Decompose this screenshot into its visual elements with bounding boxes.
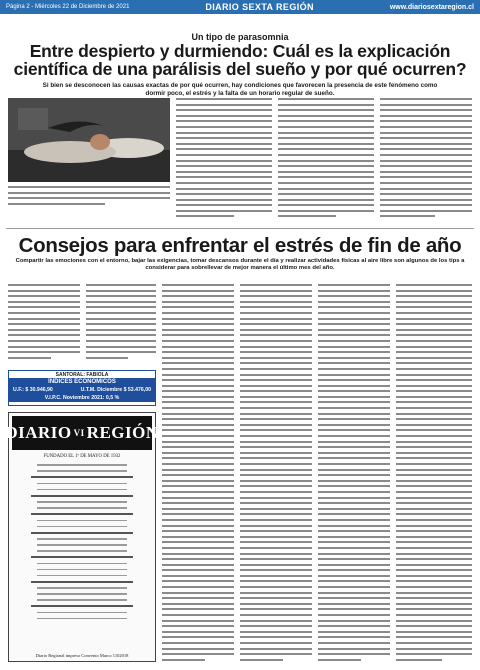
section-divider bbox=[6, 228, 474, 229]
indices-title: ÍNDICES ECONÓMICOS bbox=[9, 378, 155, 386]
article1-headline: Entre despierto y durmiendo: Cuál es la explicación científica de una parálisis del sueño y por qué ocurren? bbox=[13, 41, 467, 79]
article1-caption bbox=[8, 186, 170, 208]
logo-word-diario: DIARIO bbox=[5, 423, 72, 442]
article2-column-3 bbox=[162, 284, 234, 664]
page-date: Página 2 - Miércoles 22 de Diciembre de 2021 bbox=[6, 4, 130, 10]
economic-indices-box bbox=[8, 370, 156, 406]
article1-column-2 bbox=[278, 98, 374, 218]
masthead-bar bbox=[0, 0, 480, 14]
indices-row bbox=[9, 394, 155, 402]
logo-word-region: REGIÓN bbox=[86, 423, 159, 442]
article2-column-1 bbox=[8, 284, 80, 366]
santoral-label: SANTORAL: FABIOLA bbox=[9, 371, 155, 378]
article1-photo bbox=[8, 98, 170, 182]
article2-deck: Compartir las emociones con el entorno, bajar las exigencias, tomar descansos durante el día y realizar actividades físicas al aire libre son algunos de los tips a considerar para sobrellevar de mejor manera el último mes del año. bbox=[15, 258, 465, 271]
logo-word-vi: VI bbox=[73, 428, 85, 438]
article1-column-1 bbox=[176, 98, 272, 218]
website-url[interactable]: www.diariosextaregion.cl bbox=[389, 3, 474, 11]
newspaper-logo bbox=[5, 416, 159, 450]
founded-line: FUNDADO EL 1º DE MAYO DE 1932 bbox=[43, 454, 121, 459]
uf-value: U.F.: $ 30.946,90 bbox=[13, 387, 53, 393]
article2-headline: Consejos para enfrentar el estrés de fin de año bbox=[18, 234, 462, 257]
article1-column-3 bbox=[380, 98, 472, 218]
ipc-value: V.I.P.C. Noviembre 2021: 0,5 % bbox=[44, 395, 120, 401]
utm-value: U.T.M. Diciembre $ 53.476,00 bbox=[80, 387, 151, 393]
article2-column-5 bbox=[318, 284, 390, 664]
article1-kicker: Un tipo de parasomnia bbox=[191, 32, 289, 42]
credits-list bbox=[18, 464, 146, 619]
newspaper-brand: DIARIO SEXTA REGIÓN bbox=[205, 2, 314, 12]
article1-deck: Si bien se desconocen las causas exactas de por qué ocurren, hay condiciones que favorecen la presencia de este fenómeno como dormir poco, el estrés y la falta de un horario regular de sueño. bbox=[42, 82, 438, 97]
article2-column-2 bbox=[86, 284, 156, 366]
credits-footer: Diario Regional impreso Convenio Marco 1102018 bbox=[35, 652, 129, 658]
indices-row bbox=[9, 386, 155, 394]
article2-column-6 bbox=[396, 284, 472, 664]
newspaper-credits-box bbox=[5, 412, 159, 662]
article2-column-4 bbox=[240, 284, 312, 664]
